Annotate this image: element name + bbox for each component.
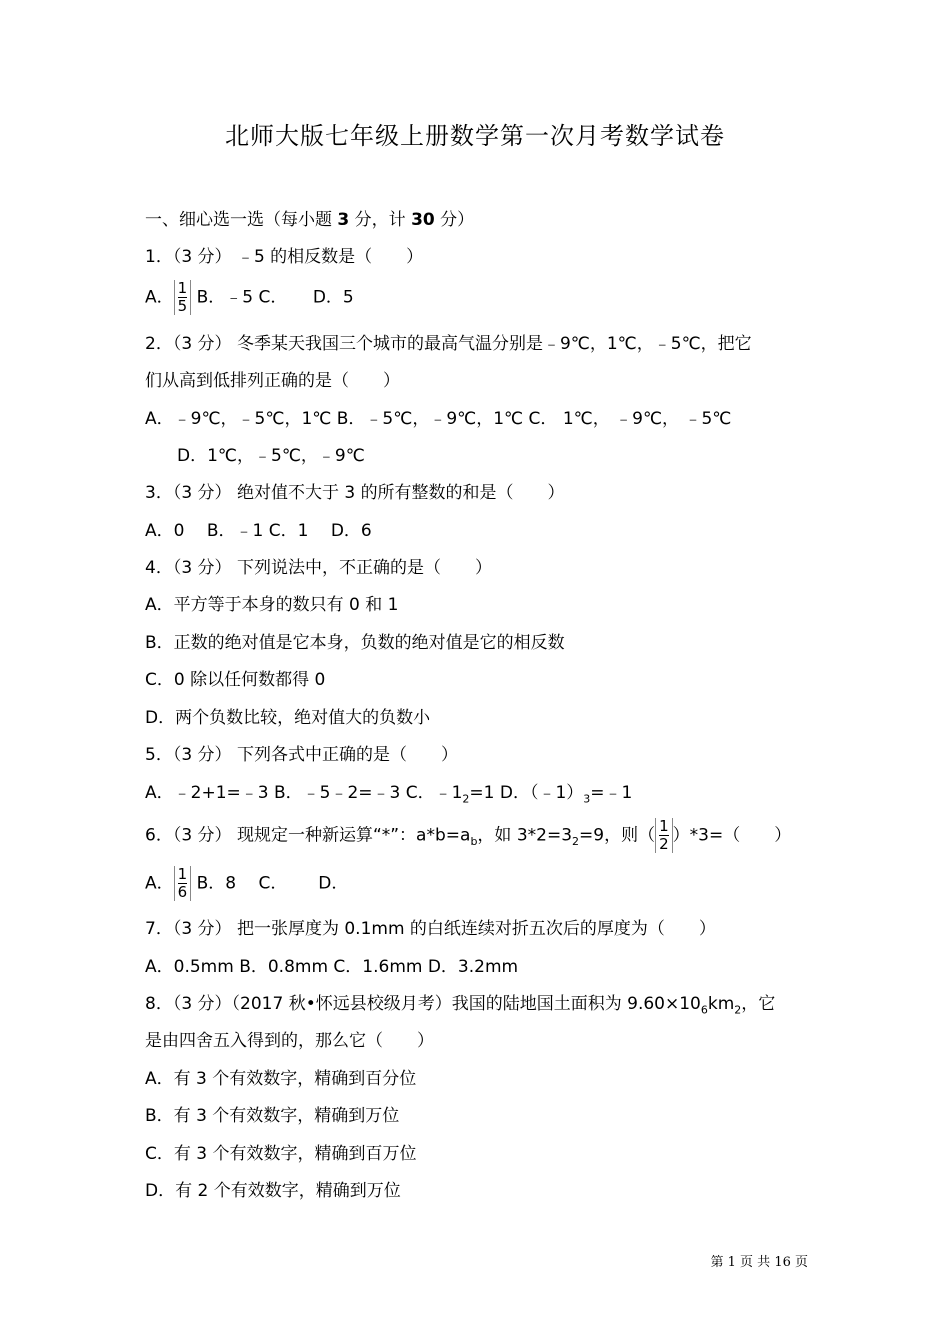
q8-text-1: 8．（3 分）（2017 秋•怀远县校级月考）我国的陆地国土面积为 9.60×10 [145, 994, 701, 1014]
q6-other-options: B．8 C． D． [191, 873, 349, 894]
q6-text-2: ，如 3*2=3 [477, 825, 573, 846]
q2-stem-line1: 2．（3 分） 冬季某天我国三个城市的最高气温分别是﹣9℃，1℃，﹣5℃，把它 [145, 334, 752, 354]
section-prefix: 一、细心选一选（每小题 [145, 210, 338, 230]
q5-subscript-2: 3 [583, 792, 591, 806]
fraction-denominator: 6 [177, 883, 188, 901]
section-total: 30 [411, 210, 435, 230]
fraction-denominator: 5 [177, 297, 188, 315]
q4-option-b: B．正数的绝对值是它本身，负数的绝对值是它的相反数 [145, 633, 565, 653]
section-heading [145, 209, 474, 231]
section-suffix: 分） [434, 210, 475, 230]
q2-options-line2: D．1℃，﹣5℃，﹣9℃ [177, 446, 365, 466]
q1-options [145, 280, 354, 315]
q5-text-1: A．﹣2 [145, 783, 202, 803]
q4-option-d: D．两个负数比较，绝对值大的负数小 [145, 708, 431, 728]
q6-stem-fraction [655, 818, 673, 853]
q6-option-a-label: A． [145, 873, 174, 894]
q3-stem: 3．（3 分） 绝对值不大于 3 的所有整数的和是（ ） [145, 483, 565, 503]
q1-other-options: B．﹣5 C． D．5 [191, 287, 354, 308]
page-title: 北师大版七年级上册数学第一次月考数学试卷 [225, 122, 725, 150]
q6-subscript-b: b [470, 834, 478, 848]
q4-stem: 4．（3 分） 下列说法中，不正确的是（ ） [145, 558, 492, 578]
q3-options: A．0 B．﹣1 C．1 D．6 [145, 521, 372, 541]
q7-options: A．0.5mm B．0.8mm C．1.6mm D．3.2mm [145, 957, 519, 977]
section-points: 3 [337, 210, 350, 230]
q6-stem [145, 818, 791, 853]
q2-options-line1: A．﹣9℃，﹣5℃，1℃ B．﹣5℃，﹣9℃，1℃ C． 1℃， ﹣9℃， ﹣5℃ [145, 409, 732, 429]
q5-options [145, 782, 632, 810]
q6-text-3: =9，则（ [579, 825, 656, 846]
q8-unit: km [707, 994, 735, 1014]
q2-stem-line2: 们从高到低排列正确的是（ ） [145, 371, 400, 391]
q8-option-d: D．有 2 个有效数字，精确到万位 [145, 1181, 401, 1201]
q6-text-4: ）*3=（ ） [672, 825, 792, 846]
q8-stem-line2: 是由四舍五入得到的，那么它（ ） [145, 1031, 434, 1051]
q7-stem: 7．（3 分） 把一张厚度为 0.1mm 的白纸连续对折五次后的厚度为（ ） [145, 919, 716, 939]
q1-option-a-fraction [174, 280, 192, 315]
q8-option-b: B．有 3 个有效数字，精确到万位 [145, 1106, 400, 1126]
q8-text-2: ，它 [741, 994, 776, 1014]
q6-option-a-fraction [174, 866, 192, 901]
q8-exponent-6: 6 [700, 1003, 708, 1017]
q4-option-c: C．0 除以任何数都得 0 [145, 670, 326, 690]
q4-option-a: A．平方等于本身的数只有 0 和 1 [145, 595, 399, 615]
fraction-numerator: 1 [177, 279, 188, 297]
q6-subscript-2: 2 [572, 834, 580, 848]
q8-stem-line1 [145, 993, 775, 1021]
q5-text-4: =﹣1 [590, 783, 633, 803]
q5-text-2: +1=﹣3 B．﹣5﹣2=﹣3 C．﹣1 [201, 783, 463, 803]
q8-exponent-2: 2 [734, 1003, 742, 1017]
section-mid: 分，计 [349, 210, 412, 230]
q5-text-3: =1 D．（﹣1） [469, 783, 584, 803]
q5-stem: 5．（3 分） 下列各式中正确的是（ ） [145, 745, 458, 765]
page-footer: 第 1 页 共 16 页 [710, 1255, 808, 1270]
q5-subscript-1: 2 [462, 792, 470, 806]
q6-text-1: 6．（3 分） 现规定一种新运算“*”：a*b=a [145, 825, 471, 846]
q1-stem: 1．（3 分） ﹣5 的相反数是（ ） [145, 247, 424, 267]
q1-option-a-label: A． [145, 287, 174, 308]
q6-options [145, 866, 348, 901]
fraction-numerator: 1 [659, 817, 669, 835]
fraction-numerator: 1 [177, 865, 188, 883]
q8-option-c: C．有 3 个有效数字，精确到百万位 [145, 1144, 417, 1164]
q8-option-a: A．有 3 个有效数字，精确到百分位 [145, 1069, 417, 1089]
fraction-denominator: 2 [659, 835, 669, 853]
